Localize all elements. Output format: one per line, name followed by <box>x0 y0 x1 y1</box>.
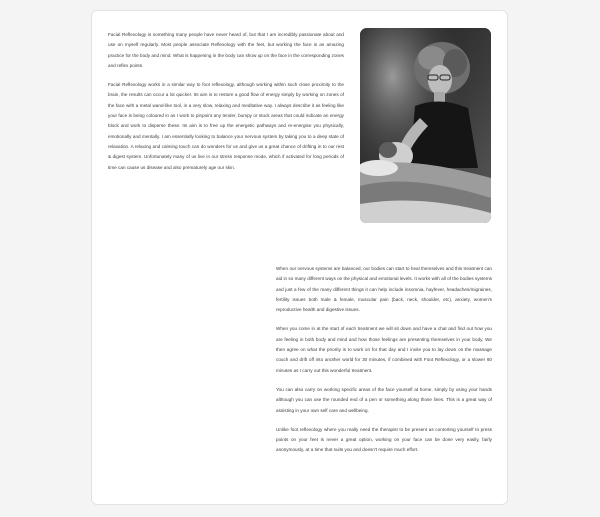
benefits-column <box>276 264 492 465</box>
content-card <box>91 10 508 505</box>
paragraph-session: When you come in at the start of each treatment we will sit down and have a chat and find out how you are feeling in both body and mind and how those feelings are presenting themselves in your body. We then agree on what the priority is to work on for that day and I invite you to lay down on the massage couch and drift off into another world for 30 minutes, if combined with Foot Reflexology, or a slower 60 minutes as I carry out this wonderful treatment. <box>276 326 492 373</box>
intro-column <box>108 30 344 182</box>
paragraph-intro: Facial Reflexology is something many people have never heard of, but that I am incredibly passionate about and use on myself regularly. Most people associate Reflexology with the feet, but working the face is an amazing practice for the body and mind. What is happening in the body can show up on the face in the corresponding zones and reflex points. <box>108 32 344 68</box>
treatment-photo-illustration <box>360 28 491 223</box>
treatment-photo <box>360 28 491 223</box>
paragraph-self-care: You can also carry on working specific areas of the face yourself at home, simply by using your hands although you can use the rounded end of a pen or something along those lines. This is a great way of assisting in your own self care and wellbeing. <box>276 386 492 413</box>
paragraph-benefits: When our nervous systems are balanced, our bodies can start to heal themselves and this treatment can aid in so many different ways on the physical and emotional levels. It works with all of the bodies systems and just a few of the many different things it can help include insomnia, hayfever, headaches/migraines, fertility issues both male & female, muscular pain (back, neck, shoulder, etc), anxiety, women's reproductive health and digestive issues. <box>276 266 492 313</box>
paragraph-how-it-works: Facial Reflexology works in a similar way to foot reflexology, although working within such close proximity to the brain, the results can occur a lot quicker. Its aim is to restore a good flow of energy simply by working on zones of the face with a metal wand-like tool, in a very slow, relaxing and meditative way. I always describe it as feeling like your face is being coloured in as I work to pinpoint any tender, bumpy or stuck areas that could indicate an energy block and work to disperse these. Its aim is to free up the energetic pathways and re-energise you physically, emotionally and mentally. I am essentially looking to balance your nervous system by taking you to a deep state of relaxation. A relaxing and calming touch can do wonders for us and give us a great chance of drifting in to our rest & digest system. Unfortunately many of us live in our stress response mode, which if activated for long periods of time can cause us disease and also prematurely age our skin. <box>108 82 344 170</box>
paragraph-at-home: Unlike foot reflexology where you really need the therapist to be present as contorting yourself to press points on your feet is never a great option, working on your face can be done very easily, fairly anonymously, at a time that suits you and doesn't require much effort. <box>276 426 492 453</box>
